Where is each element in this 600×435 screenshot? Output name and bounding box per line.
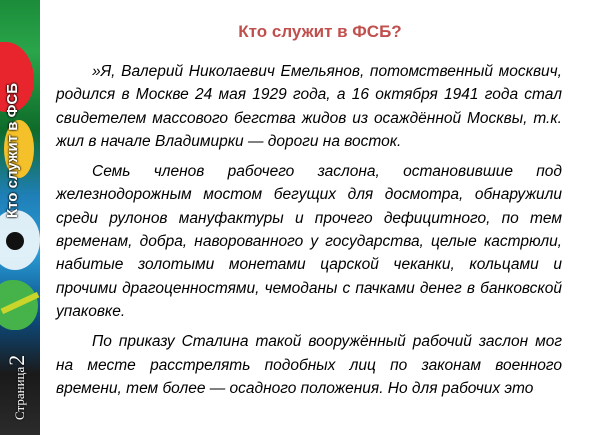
sidebar-decoration	[0, 0, 40, 435]
decorative-shape	[6, 232, 24, 250]
page-label	[4, 355, 30, 420]
text-body	[56, 60, 562, 407]
page-word: Страница	[12, 366, 27, 420]
paragraph: По приказу Сталина такой вооружённый рабочий заслон мог на месте расстрелять подобных лиц по законам военного времени, тем более — осадного положения. Но для рабочих это	[56, 333, 562, 397]
paragraph: Семь членов рабочего заслона, остановившие под железнодорожным мостом бегущих для досмотра, обнаружили среди рулонов мануфактуры и прочего дефицитного, по тем временам, добра, наворованного у государства, целые кастрюли, набитые золотыми монетами царской чеканки, кольцами и прочими драгоценностями, чемоданы с пачками денег в банковской упаковке.	[56, 163, 562, 320]
page-number: 2	[4, 354, 29, 366]
page-title: Кто служит в ФСБ?	[238, 22, 402, 41]
sidebar-title: Кто служит в ФСБ	[4, 82, 21, 218]
paragraph: »Я, Валерий Николаевич Емельянов, потомственный москвич, родился в Москве 24 мая 1929 года, а 16 октября 1941 года стал свидетелем массового бегства жидов из осаждённой Москвы, т.к. жил в начале Владимирки — дороги на восток.	[56, 63, 562, 150]
